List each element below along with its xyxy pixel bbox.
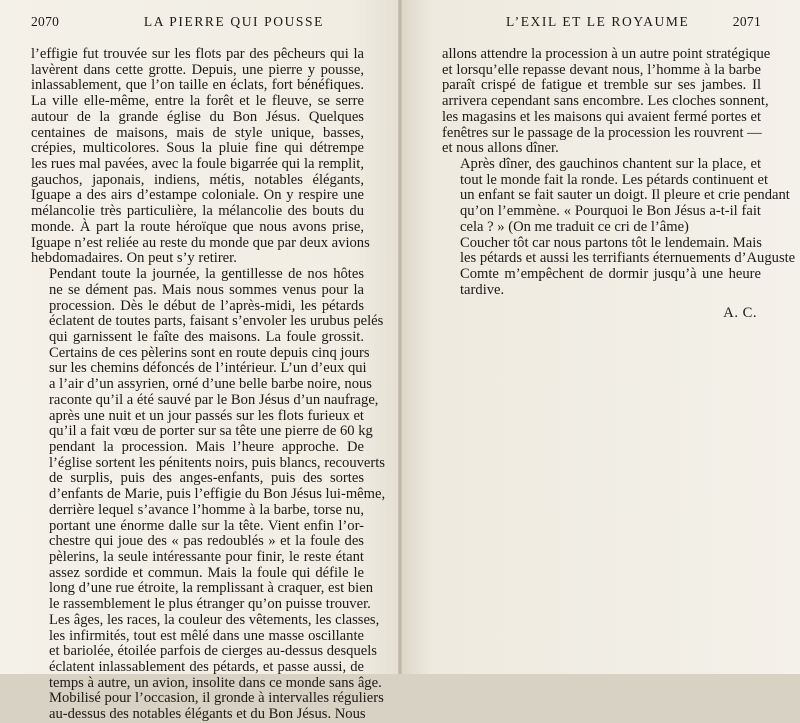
text-line: au-dessus des notables élégants et du Bon Jésus. Nous (49, 706, 366, 723)
page-number-left: 2070 (31, 14, 60, 29)
paragraph (31, 46, 370, 267)
text-line: procession. Dès le début de l’après-midi, les pétards (49, 297, 364, 314)
right-page (400, 0, 800, 674)
running-title-right: L’EXIL ET LE ROYAUME (506, 14, 690, 29)
text-line: arrivera cependant sans encombre. Les cloches sonnent, (442, 93, 769, 110)
text-line: Mobilisé pour l’occasion, il gronde à intervalles réguliers (49, 690, 384, 707)
text-line: paraît crispé de fatigue et tremble sur ses jambes. Il (442, 77, 761, 94)
text-line: qu’on l’emmène. « Pourquoi le Bon Jésus a-t-il fait (460, 203, 761, 220)
paragraph (442, 234, 796, 299)
text-line: Iguape n’est reliée au reste du monde que par deux avions (31, 234, 370, 251)
text-line: éclatent inlassablement des pétards, et passe aussi, de (49, 659, 364, 676)
running-title-left: LA PIERRE QUI POUSSE (143, 14, 324, 29)
text-line: La ville elle-même, entre la forêt et le fleuve, se serre (31, 93, 364, 110)
text-line: Pendant toute la journée, la gentillesse de nos hôtes (49, 266, 364, 283)
text-line: crépies, multicolores. Sous la pluie fine qui détrempe (31, 140, 364, 157)
text-line: l’église sortent les pénitents noirs, puis blancs, recouverts (49, 454, 385, 471)
text-line: Certains de ces pèlerins sont en route depuis cinq jours (49, 344, 370, 361)
text-line: Comte m’empêchent de dormir jusqu’à une heure (460, 266, 761, 283)
text-line: fenêtres sur le passage de la procession les rouvrent — (442, 124, 762, 141)
text-line: et lorsqu’elle repasse devant nous, l’homme à la barbe (442, 61, 761, 78)
text-line: cela ? » (On me traduit ce cri de l’âme) (460, 218, 689, 235)
text-line: pendant la procession. Mais l’heure approche. De (49, 438, 364, 455)
author-signature: A. C. (723, 304, 757, 321)
text-line: les pétards et aussi les terrifiants éternuements d’Auguste (460, 250, 796, 267)
text-line: pèlerins, la seule intéressante pour finir, le reste étant (49, 549, 364, 565)
right-page-body (442, 46, 796, 299)
text-line: assez sordide et commun. Mais la foule qui défile le (49, 564, 364, 581)
text-line: les rues mal pavées, avec la foule bigarrée qui la remplit, (31, 156, 364, 173)
text-line: hebdomadaires. On peut s’y retirer. (31, 250, 237, 267)
text-line: lavèrent dans cette grotte. Depuis, une pierre y pousse, (31, 61, 364, 78)
text-line: tout le monde fait la ronde. Les pétards continuent et (460, 171, 768, 188)
text-line: chestre qui joue des « pas redoublés » et la foule des (49, 533, 364, 550)
text-line: de surplis, puis des anges-enfants, puis des sortes (49, 470, 364, 487)
paragraph (442, 46, 771, 157)
text-line: éclatent de toutes parts, faisant s’envoler les urubus pelés (49, 313, 384, 330)
book-gutter (398, 0, 402, 674)
text-line: sur les chemins défoncés de l’intérieur. L’un d’eux qui (49, 360, 367, 377)
text-line: mélancolie très particulière, la mélancolie des bouts du (31, 203, 364, 220)
text-line: qu’il a fait vœu de porter sur sa tête une pierre de 60 kg (49, 423, 373, 440)
text-line: temps à autre, un avion, insolite dans ce monde sans âge. (49, 674, 382, 691)
text-line: monde. À part la route héroïque que nous avons prise, (31, 218, 364, 235)
text-line: portant une énorme dalle sur la tête. Vient enfin l’or- (49, 517, 364, 534)
text-line: raconte qu’il a été sauvé par le Bon Jésus d’un naufrage, (49, 391, 379, 408)
text-line: qui garnissent le faîte des maisons. La foule grossit. (49, 328, 364, 345)
text-line: après une nuit et un jour passés sur les flots furieux et (49, 407, 364, 424)
text-line: Coucher tôt car nous partons tôt le lendemain. Mais (460, 234, 762, 251)
text-line: ne se dément pas. Mais nous sommes venus pour la (49, 281, 364, 298)
text-line: l’effigie fut trouvée sur les flots par des pêcheurs qui la (31, 46, 364, 62)
running-head-right (442, 10, 761, 34)
text-line: Iguape a des airs d’estampe coloniale. On y respire une (31, 187, 364, 204)
text-line: les infirmités, tout est mêlé dans une masse oscillante (49, 627, 364, 644)
text-line: le rassemblement le plus étranger qu’on puisse trouver. (49, 596, 371, 613)
page-number-right: 2071 (732, 14, 761, 29)
text-line: tardive. (460, 281, 505, 298)
paragraph (442, 156, 790, 236)
text-line: Les âges, les races, la couleur des vêtements, les classes, (49, 611, 380, 628)
text-line: Après dîner, des gauchinos chantent sur la place, et (460, 156, 761, 173)
text-line: centaines de maisons, mais de style unique, basses, (31, 124, 364, 141)
text-line: long d’une rue étroite, la remplissant à craquer, est bien (49, 580, 374, 597)
text-line: gauchos, japonais, indiens, métis, notables élégants, (31, 171, 364, 188)
text-line: et nous allons dîner. (442, 140, 559, 157)
text-line: les magasins et les maisons qui avaient fermé portes et (442, 108, 761, 125)
text-line: a l’air d’un assyrien, orné d’une belle barbe noire, nous (49, 376, 372, 393)
text-line: un enfant se fait sauter un doigt. Il pleure et crie pendant (460, 187, 790, 204)
paragraph (31, 266, 386, 723)
text-line: autour de la grande église du Bon Jésus. Quelques (31, 108, 364, 125)
text-line: derrière lequel s’avance l’homme à la barbe, torse nu, (49, 501, 364, 518)
left-page-body (31, 46, 386, 723)
text-line: d’enfants de Marie, puis l’effigie du Bon Jésus lui-même, (49, 486, 386, 503)
text-line: allons attendre la procession à un autre point stratégique (442, 46, 771, 62)
running-head-left (31, 10, 364, 34)
text-line: et bariolée, étoilée parfois de cierges au-dessus desquels (49, 643, 377, 660)
text-line: inlassablement, que l’on taille en éclats, fort bénéfiques. (31, 77, 364, 94)
